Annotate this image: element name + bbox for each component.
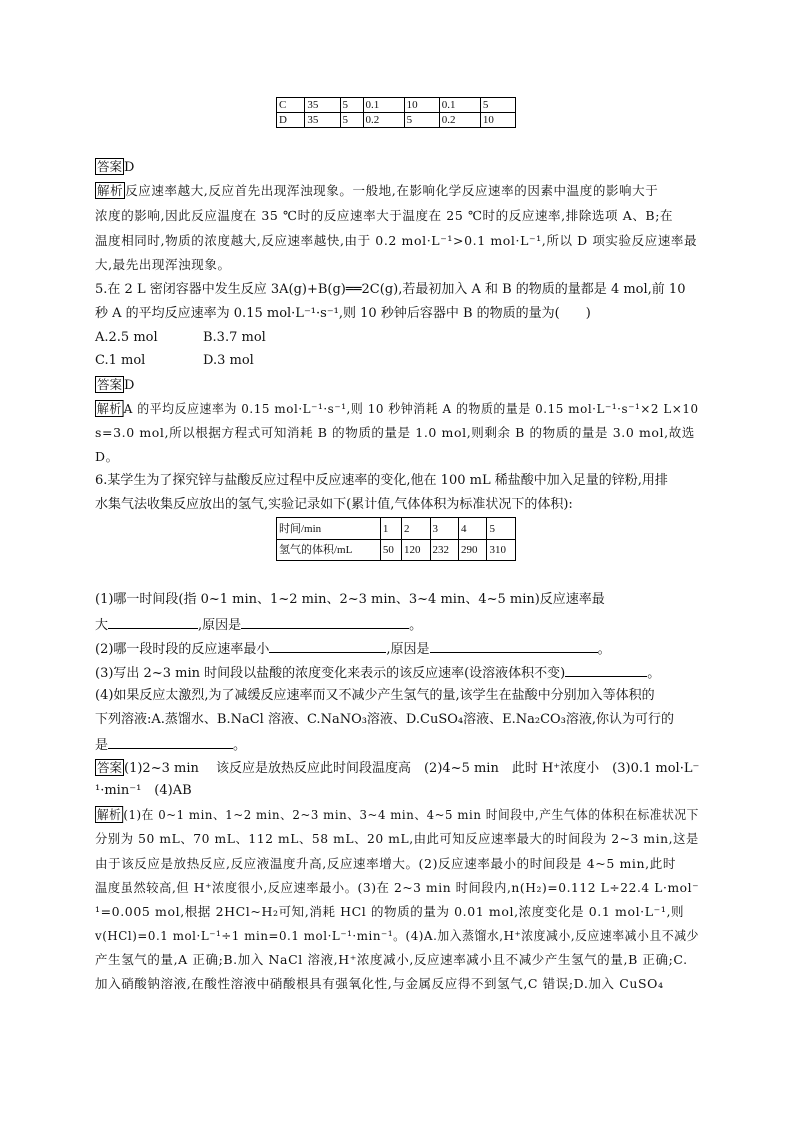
- explanation-text: 产生氢气的量,A 正确;B.加入 NaCl 溶液,H⁺浓度减小,反应速率减小且不减少产生氢气的量,B 正确;C.: [95, 952, 688, 967]
- table-cell: 35: [305, 113, 340, 128]
- answer-value: (1)2~3 min 该反应是放热反应此时间段温度高 (2)4~5 min 此时 H⁺浓度小 (3)0.1 mol·L⁻: [124, 761, 700, 776]
- table-cell: D: [277, 113, 305, 128]
- sub-question-text: (2)哪一段时段的反应速率最小: [95, 642, 270, 657]
- explanation-text: 浓度的影响,因此反应温度在 35 ℃时的反应速率大于温度在 25 ℃时的反应速率,排除选项 A、B;在: [95, 208, 674, 223]
- explanation-line: [95, 182, 658, 199]
- sub-question-text: 大: [95, 618, 109, 633]
- explanation-tag: 解析: [96, 401, 122, 416]
- table-cell: 0.2: [439, 113, 480, 128]
- table-cell: 5: [340, 113, 363, 128]
- sub-question-text: ,原因是: [386, 642, 430, 657]
- answer-blank[interactable]: [565, 663, 647, 677]
- sub-question-1-cont: [95, 615, 422, 634]
- answer-blank[interactable]: [108, 615, 198, 629]
- table-header-cell: 4: [458, 518, 486, 540]
- table-cell: 120: [402, 540, 430, 561]
- explanation-text: 分别为 50 mL、70 mL、112 mL、58 mL、20 mL,由此可知反应速率最大的时间段为 2~3 min,这是: [95, 831, 699, 846]
- table-row: [277, 518, 516, 540]
- option-b: B.3.7 mol: [203, 330, 266, 345]
- answer-value: D: [124, 160, 135, 175]
- explanation-text: 大,最先出现浑浊现象。: [95, 257, 231, 272]
- table-row: [277, 540, 516, 561]
- explanation-text: 加入硝酸钠溶液,在酸性溶液中硝酸根具有强氧化性,与金属反应得不到氢气,C 错误;D.加入 CuSO₄: [95, 976, 664, 991]
- table-cell: 0.1: [363, 98, 404, 113]
- sub-question-text: 。: [409, 618, 423, 633]
- answer-tag: 答案: [97, 760, 123, 775]
- question-5-stem: 5.在 2 L 密闭容器中发生反应 3A(g)+B(g)══2C(g),若最初加入 A 和 B 的物质的量都是 4 mol,前 10: [95, 282, 686, 297]
- explanation-text: A 的平均反应速率为 0.15 mol·L⁻¹·s⁻¹,则 10 秒钟消耗 A 的物质的量是 0.15 mol·L⁻¹·s⁻¹×2 L×10: [123, 401, 699, 416]
- table-cell: 5: [404, 113, 439, 128]
- table-cell: 0.2: [363, 113, 404, 128]
- answer-line: [95, 376, 134, 394]
- explanation-line: [95, 400, 699, 417]
- sub-question-text: ,原因是: [198, 618, 242, 633]
- sub-question-1: (1)哪一时间段(指 0~1 min、1~2 min、2~3 min、3~4 min、4~5 min)反应速率最: [95, 592, 605, 607]
- answer-blank[interactable]: [269, 639, 386, 653]
- explanation-text: v(HCl)=0.1 mol·L⁻¹÷1 min=0.1 mol·L⁻¹·min⁻¹。(4)A.加入蒸馏水,H⁺浓度减小,反应速率减小且不减少: [95, 928, 699, 943]
- explanation-text: 由于该反应是放热反应,反应液温度升高,反应速率增大。(2)反应速率最小的时间段是 4~5 min,此时: [95, 856, 676, 871]
- explanation-text: D。: [95, 449, 119, 464]
- option-c: C.1 mol: [95, 353, 146, 368]
- sub-question-text: 是: [95, 738, 109, 753]
- answer-line: [95, 158, 134, 176]
- experiment-table: [276, 97, 516, 128]
- table-cell: 232: [430, 540, 458, 561]
- question-5-stem: 秒 A 的平均反应速率为 0.15 mol·L⁻¹·s⁻¹,则 10 秒钟后容器中 B 的物质的量为( ): [95, 306, 591, 321]
- option-a: A.2.5 mol: [95, 330, 158, 345]
- table-cell: 35: [305, 98, 340, 113]
- table-cell: 310: [487, 540, 516, 561]
- table-header-cell: 时间/min: [277, 518, 381, 540]
- table-header-cell: 3: [430, 518, 458, 540]
- answer-value: D: [124, 378, 135, 393]
- question-6-stem: 水集气法收集反应放出的氢气,实验记录如下(累计值,气体体积为标准状况下的体积):: [95, 497, 573, 512]
- answer-line: [95, 759, 699, 777]
- explanation-text: 温度虽然较高,但 H⁺浓度很小,反应速率最小。(3)在 2~3 min 时间段内,n(H₂)=0.112 L÷22.4 L·mol⁻: [95, 880, 700, 895]
- sub-question-text: (3)写出 2~3 min 时间段以盐酸的浓度变化来表示的该反应速率(设溶液体积不变): [95, 666, 566, 681]
- answer-blank[interactable]: [108, 735, 233, 749]
- table-cell: 290: [458, 540, 486, 561]
- sub-question-4: 下列溶液:A.蒸馏水、B.NaCl 溶液、C.NaNO₃溶液、D.CuSO₄溶液、E.Na₂CO₃溶液,你认为可行的: [95, 712, 675, 727]
- table-header-cell: 5: [487, 518, 516, 540]
- explanation-text: (1)在 0~1 min、1~2 min、2~3 min、3~4 min、4~5 min 时间段中,产生气体的体积在标准状况下: [123, 807, 699, 822]
- answer-tag: 答案: [97, 377, 123, 392]
- explanation-text: 反应速率越大,反应首先出现浑浊现象。一般地,在影响化学反应速率的因素中温度的影响大于: [125, 183, 659, 198]
- table-cell: 50: [380, 540, 401, 561]
- explanation-line: [95, 806, 699, 823]
- sub-question-4: (4)如果反应太激烈,为了减缓反应速率而又不减少产生氢气的量,该学生在盐酸中分别加入等体积的: [95, 688, 655, 703]
- answer-tag: 答案: [97, 159, 123, 174]
- table-cell: 0.1: [439, 98, 480, 113]
- table-cell: 氢气的体积/mL: [277, 540, 381, 561]
- table-cell: 10: [480, 113, 515, 128]
- answer-blank[interactable]: [241, 615, 409, 629]
- table-cell: C: [277, 98, 305, 113]
- option-d: D.3 mol: [203, 353, 254, 368]
- answer-value: ¹·min⁻¹ (4)AB: [95, 783, 192, 798]
- sub-question-2: [95, 639, 611, 658]
- sub-question-text: 。: [647, 666, 661, 681]
- table-row: [277, 113, 516, 128]
- explanation-tag: 解析: [96, 807, 122, 822]
- table-cell: 5: [340, 98, 363, 113]
- question-6-stem: 6.某学生为了探究锌与盐酸反应过程中反应速率的变化,他在 100 mL 稀盐酸中加入足量的锌粉,用排: [95, 473, 668, 488]
- table-header-cell: 1: [380, 518, 401, 540]
- explanation-text: s=3.0 mol,所以根据方程式可知消耗 B 的物质的量是 1.0 mol,则剩余 B 的物质的量是 3.0 mol,故选: [95, 425, 695, 440]
- table-header-cell: 2: [402, 518, 430, 540]
- sub-question-3: [95, 663, 660, 682]
- hydrogen-volume-table: [276, 517, 516, 561]
- explanation-text: 温度相同时,物质的浓度越大,反应速率越快,由于 0.2 mol·L⁻¹>0.1 mol·L⁻¹,所以 D 项实验反应速率最: [95, 233, 698, 248]
- explanation-text: ¹=0.005 mol,根据 2HCl~H₂可知,消耗 HCl 的物质的量为 0.01 mol,浓度变化是 0.1 mol·L⁻¹,则: [95, 904, 685, 919]
- explanation-tag: 解析: [97, 183, 124, 198]
- sub-question-4-end: [95, 735, 246, 754]
- table-row: [277, 98, 516, 113]
- table-cell: 10: [404, 98, 439, 113]
- sub-question-text: 。: [233, 738, 247, 753]
- answer-blank[interactable]: [430, 639, 598, 653]
- sub-question-text: 。: [597, 642, 611, 657]
- table-cell: 5: [480, 98, 515, 113]
